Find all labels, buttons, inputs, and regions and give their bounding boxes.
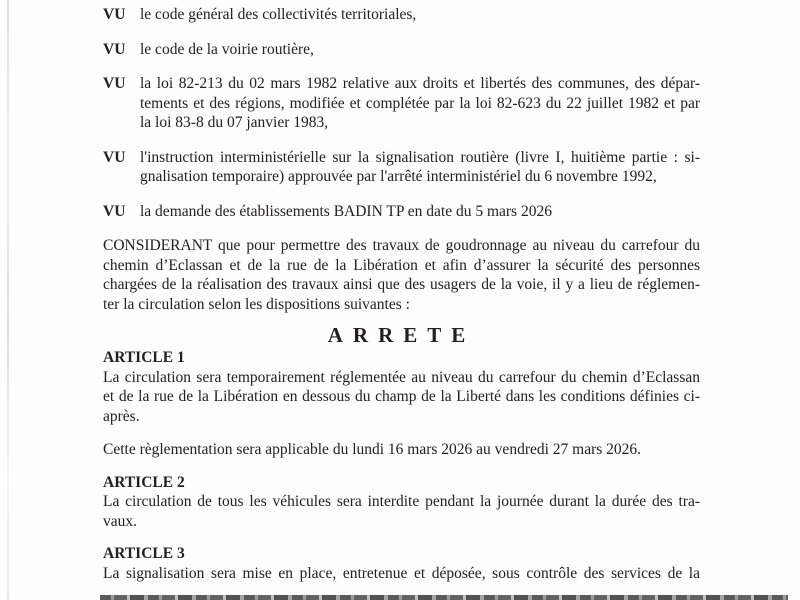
article-line: La circulation de tous les véhicules sera interdite pendant la journée durant la durée des tra- [103, 493, 700, 510]
vu-label: VU [103, 6, 126, 23]
vu-clause [103, 202, 700, 222]
vu-text [140, 74, 700, 133]
article-paragraph [103, 368, 700, 427]
vu-text [140, 148, 700, 187]
vu-text-line: gnalisation temporaire) approuvée par l'arrêté interministériel du 6 novembre 1992, [140, 168, 657, 185]
article-line: après. [103, 407, 140, 425]
decree-title: ARRETE [327, 323, 476, 347]
vu-text-line: l'instruction interministérielle sur la signalisation routière (livre I, huitième partie : si- [140, 148, 700, 166]
vu-label: VU [103, 148, 126, 166]
cutoff-next-line-artifact [100, 595, 788, 600]
vu-clause [103, 40, 700, 60]
considerant-line: chargées de la réalisation des travaux ainsi que des usagers de la voie, il y a lieu de réglemen- [103, 276, 700, 293]
scan-edge-artifact [7, 0, 9, 600]
vu-label: VU [103, 202, 126, 220]
vu-text-line: le code général des collectivités territoriales, [140, 6, 417, 23]
article-line: Cette règlementation sera applicable du lundi 16 mars 2026 au vendredi 27 mars 2026. [103, 441, 642, 458]
article-line: La signalisation sera mise en place, entretenue et déposée, sous contrôle des services de la [103, 564, 700, 582]
vu-label: VU [103, 75, 126, 92]
considerant-line: chemin d’Eclassan et de la rue de la Libération et afin d’assurer la sécurité des personnes [103, 256, 700, 274]
vu-clause [103, 74, 700, 133]
vu-clause [103, 5, 700, 25]
document-content [103, 5, 700, 583]
article-1 [103, 348, 700, 460]
article-heading: ARTICLE 1 [103, 349, 185, 366]
article-paragraph [103, 492, 700, 531]
article-2 [103, 473, 700, 532]
article-3 [103, 544, 700, 583]
considerant-line: ter la circulation selon les dispositions suivantes : [103, 295, 410, 313]
vu-text [140, 5, 700, 25]
vu-text [140, 202, 700, 222]
vu-text-line: le code de la voirie routière, [140, 40, 314, 58]
vu-clause [103, 148, 700, 187]
article-heading: ARTICLE 3 [103, 545, 185, 562]
article-paragraph [103, 440, 700, 460]
considerant-paragraph [103, 236, 700, 314]
article-line: vaux. [103, 512, 138, 530]
vu-text [140, 40, 700, 60]
vu-text-line: la loi 82-213 du 02 mars 1982 relative aux droits et libertés des communes, des dépar- [140, 75, 700, 92]
considerant-line: CONSIDERANT que pour permettre des travaux de goudronnage au niveau du carrefour du [103, 237, 700, 254]
vu-label: VU [103, 40, 126, 58]
article-heading: ARTICLE 2 [103, 473, 185, 491]
vu-text-line: la loi 83-8 du 07 janvier 1983, [140, 114, 329, 131]
vu-text-line: la demande des établissements BADIN TP en date du 5 mars 2026 [140, 202, 552, 220]
article-paragraph [103, 564, 700, 584]
vu-text-line: tements et des régions, modifiée et complétée par la loi 82-623 du 22 juillet 1982 et par [140, 94, 700, 112]
article-line: La circulation sera temporairement réglementée au niveau du carrefour du chemin d’Eclassan [103, 368, 700, 386]
article-line: et de la rue de la Libération en dessous du champ de la Liberté dans les conditions définies ci- [103, 388, 700, 405]
